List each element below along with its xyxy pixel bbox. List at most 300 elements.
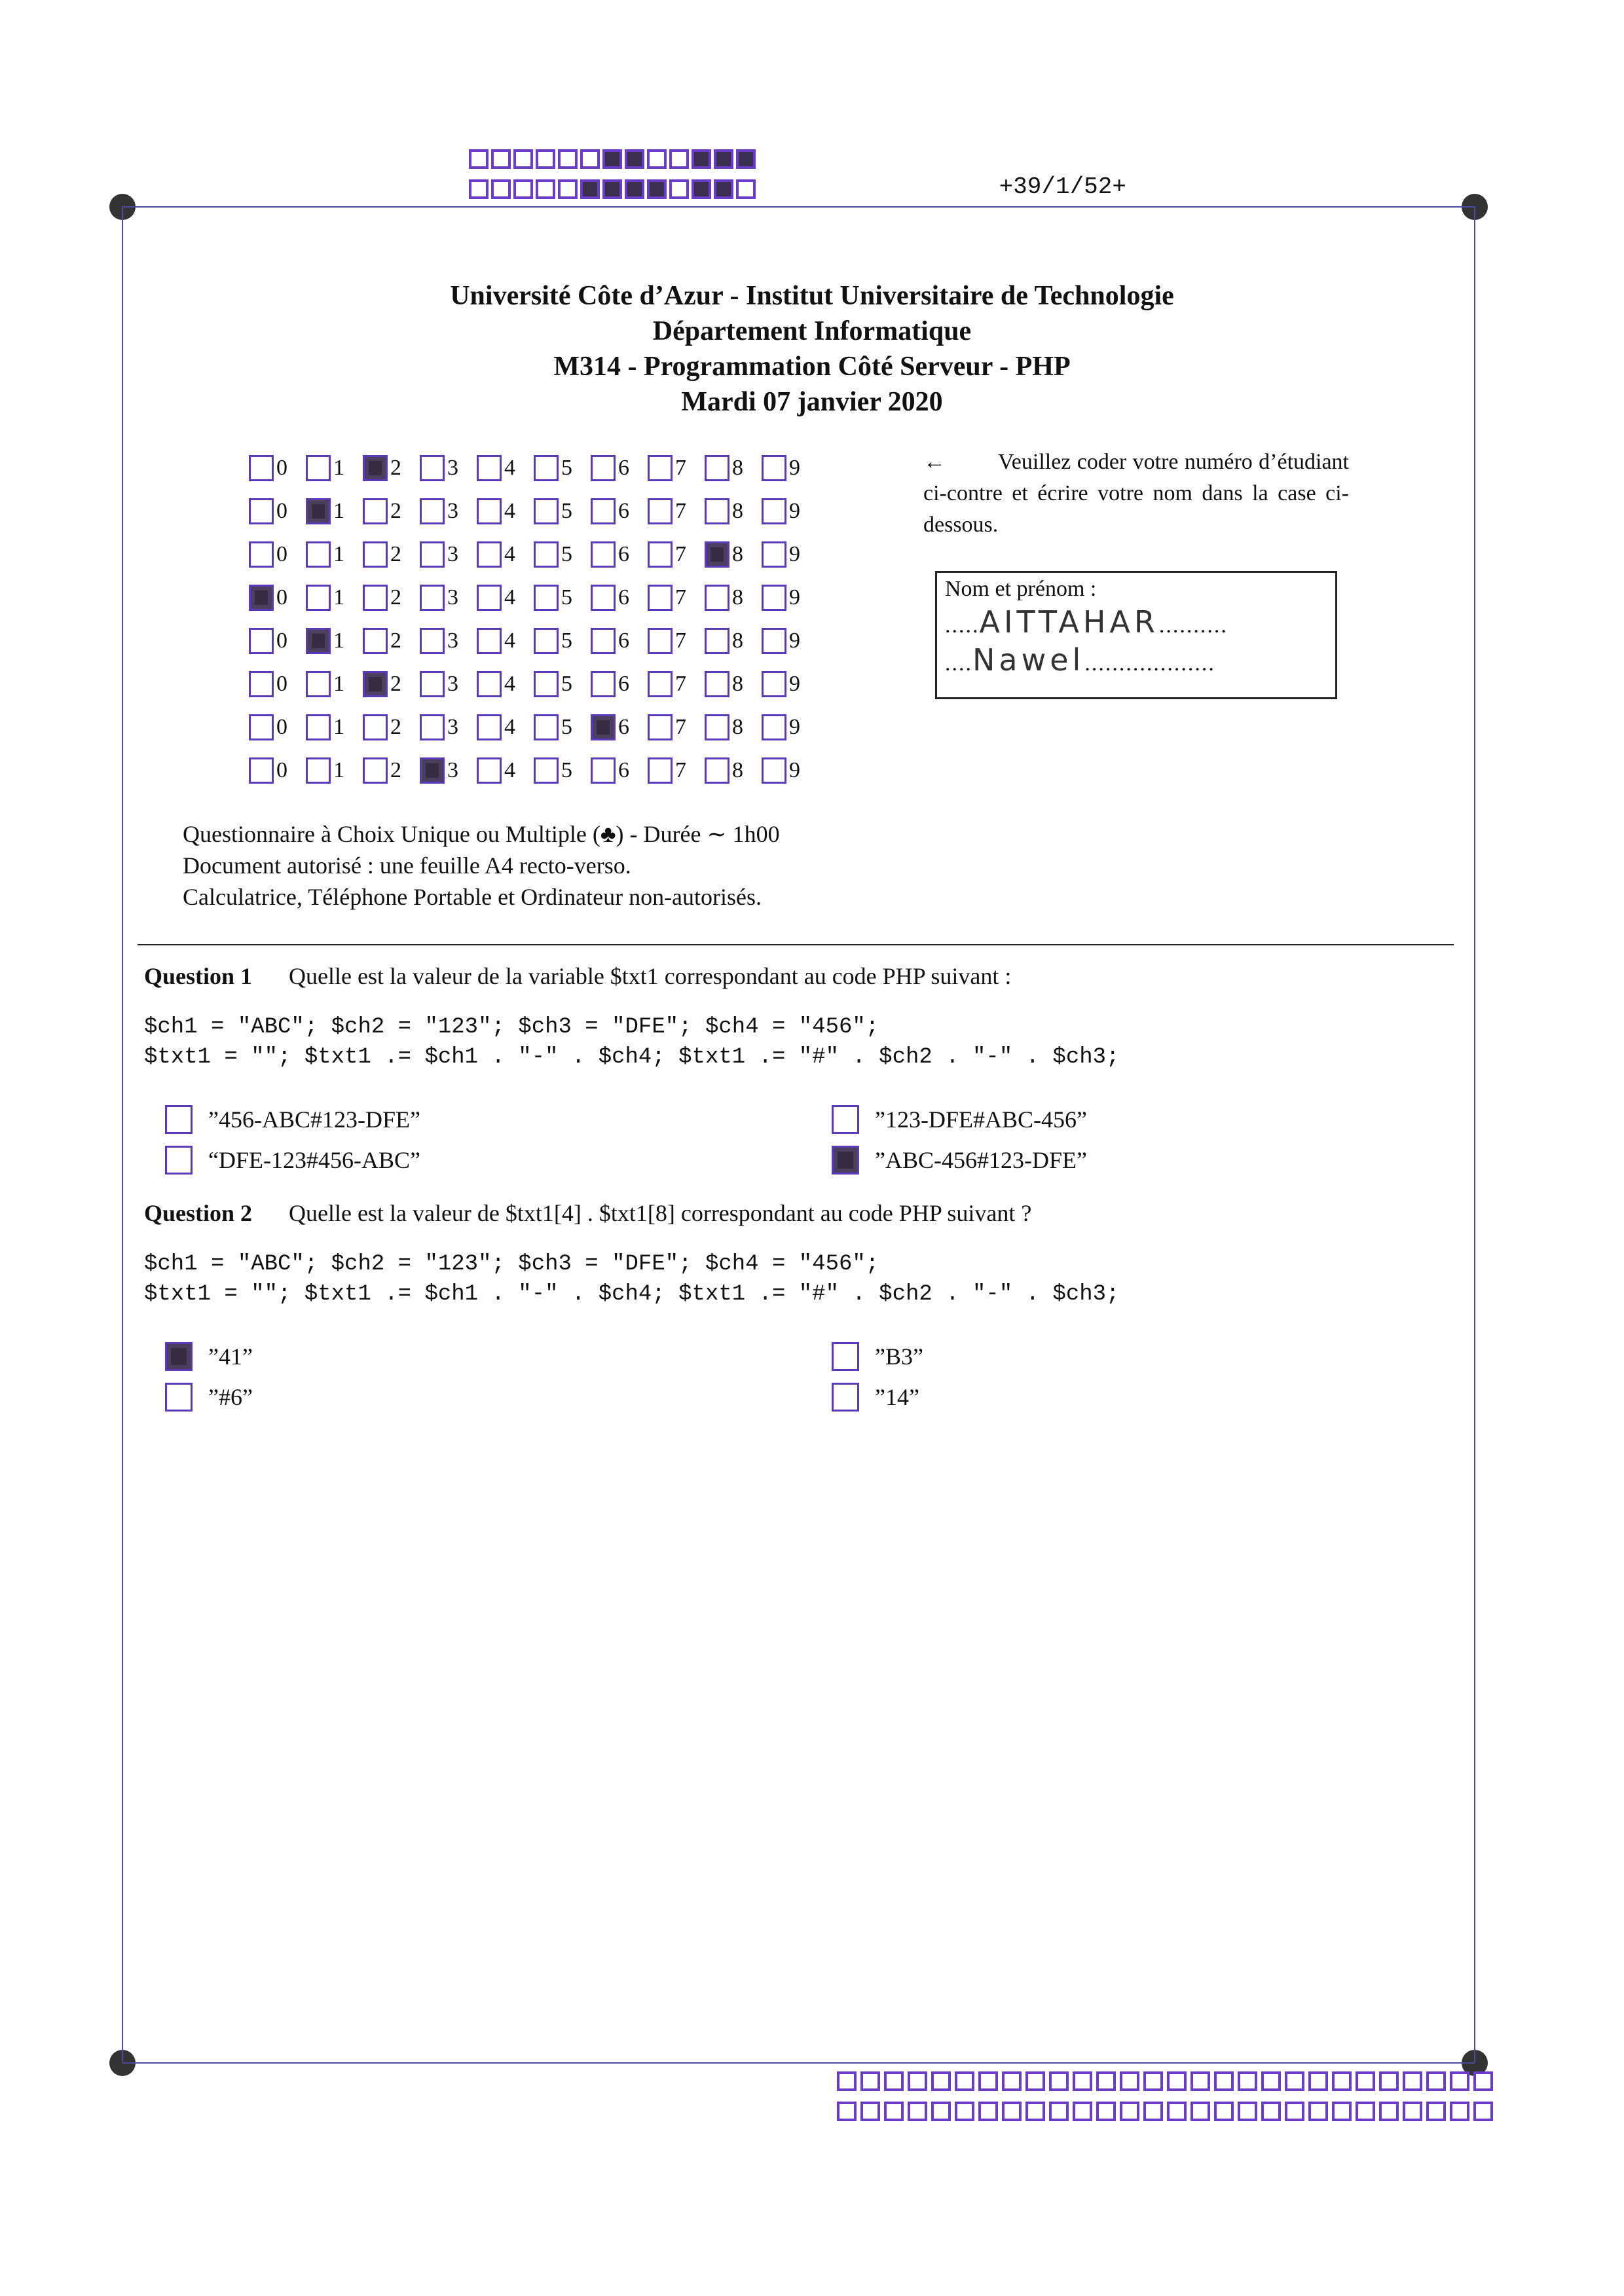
checkbox[interactable]: [420, 671, 445, 697]
checkbox[interactable]: [648, 757, 673, 784]
checkbox[interactable]: [420, 585, 445, 611]
id-grid-row: [249, 619, 819, 663]
id-digit-option[interactable]: [249, 455, 306, 481]
id-digit-option[interactable]: [477, 757, 534, 784]
checkbox[interactable]: [363, 628, 388, 654]
digit-label: 4: [504, 499, 515, 523]
separator: [138, 944, 1454, 945]
checkbox[interactable]: [477, 628, 502, 654]
digit-label: 3: [447, 672, 458, 696]
id-digit-option[interactable]: [705, 671, 762, 697]
checkbox[interactable]: [534, 628, 559, 654]
name-box-label: Nom et prénom :: [945, 577, 1097, 601]
checkbox[interactable]: [363, 498, 388, 524]
digit-label: 2: [390, 585, 401, 610]
digit-label: 8: [732, 629, 743, 653]
frame-left: [122, 206, 123, 2062]
digit-label: 9: [789, 672, 800, 696]
digit-label: 3: [447, 585, 458, 610]
id-grid-row: [249, 446, 819, 490]
checkbox[interactable]: [705, 455, 729, 481]
id-digit-option[interactable]: [420, 757, 477, 784]
checkbox[interactable]: [306, 671, 331, 697]
question-1-text: Quelle est la valeur de la variable $txt1 correspondant au code PHP suivant :: [289, 963, 1012, 989]
id-digit-option[interactable]: [477, 671, 534, 697]
digit-label: 5: [561, 499, 572, 523]
digit-label: 1: [333, 585, 344, 610]
checkbox[interactable]: [477, 498, 502, 524]
digit-label: 6: [618, 672, 629, 696]
digit-label: 6: [618, 585, 629, 610]
id-digit-option[interactable]: [420, 498, 477, 524]
id-digit-option[interactable]: [648, 671, 705, 697]
id-digit-option[interactable]: [705, 585, 762, 611]
question-1-label: Question 1: [144, 963, 253, 989]
id-digit-option[interactable]: [705, 498, 762, 524]
checkbox-checked[interactable]: [832, 1146, 859, 1175]
id-digit-option[interactable]: [534, 757, 591, 784]
digit-label: 6: [618, 499, 629, 523]
digit-label: 1: [333, 499, 344, 523]
top-code-strip-1: [469, 149, 758, 169]
digit-label: 4: [504, 629, 515, 653]
id-digit-option[interactable]: [534, 541, 591, 568]
checkbox[interactable]: [420, 498, 445, 524]
id-digit-option[interactable]: [591, 455, 648, 481]
digit-label: 6: [618, 456, 629, 480]
id-digit-option[interactable]: [306, 757, 363, 784]
id-grid-row: [249, 663, 819, 706]
question-2-option-d[interactable]: [832, 1383, 919, 1412]
id-grid-row: [249, 706, 819, 749]
id-digit-option[interactable]: [477, 541, 534, 568]
id-digit-option[interactable]: [306, 541, 363, 568]
digit-label: 5: [561, 542, 572, 566]
checkbox-checked[interactable]: [591, 714, 616, 740]
option-text: “DFE-123#456-ABC”: [208, 1147, 420, 1173]
id-digit-option[interactable]: [420, 628, 477, 654]
checkbox-checked[interactable]: [705, 541, 729, 568]
student-id-grid: [249, 446, 819, 792]
checkbox[interactable]: [534, 585, 559, 611]
digit-label: 1: [333, 672, 344, 696]
name-box[interactable]: Nom et prénom : .....AITTAHAR.......... ....Nawel...................: [935, 571, 1337, 699]
digit-label: 2: [390, 629, 401, 653]
digit-label: 8: [732, 758, 743, 782]
id-digit-option[interactable]: [648, 455, 705, 481]
option-text: ”B3”: [875, 1343, 923, 1370]
bottom-code-strip-2: [837, 2102, 1497, 2121]
digit-label: 0: [276, 542, 287, 566]
digit-label: 2: [390, 672, 401, 696]
digit-label: 6: [618, 542, 629, 566]
checkbox[interactable]: [306, 714, 331, 740]
option-text: ”#6”: [208, 1384, 253, 1410]
id-digit-option[interactable]: [420, 541, 477, 568]
id-digit-option[interactable]: [534, 714, 591, 740]
checkbox[interactable]: [762, 541, 786, 568]
id-digit-option[interactable]: [363, 628, 420, 654]
checkbox[interactable]: [165, 1383, 193, 1412]
checkbox[interactable]: [591, 757, 616, 784]
checkbox[interactable]: [249, 714, 274, 740]
id-digit-option[interactable]: [249, 498, 306, 524]
id-grid-row: [249, 749, 819, 792]
id-digit-option[interactable]: [306, 714, 363, 740]
checkbox[interactable]: [762, 585, 786, 611]
id-digit-option[interactable]: [705, 714, 762, 740]
digit-label: 6: [618, 715, 629, 739]
checkbox[interactable]: [648, 455, 673, 481]
checkbox[interactable]: [477, 585, 502, 611]
id-digit-option[interactable]: [420, 714, 477, 740]
checkbox[interactable]: [249, 541, 274, 568]
digit-label: 1: [333, 715, 344, 739]
checkbox[interactable]: [534, 757, 559, 784]
id-digit-option[interactable]: [420, 585, 477, 611]
id-digit-option[interactable]: [477, 455, 534, 481]
checkbox[interactable]: [705, 628, 729, 654]
id-digit-option[interactable]: [762, 757, 819, 784]
id-digit-option[interactable]: [477, 585, 534, 611]
digit-label: 9: [789, 629, 800, 653]
option-text: ”ABC-456#123-DFE”: [875, 1147, 1087, 1173]
checkbox[interactable]: [363, 585, 388, 611]
digit-label: 4: [504, 672, 515, 696]
id-digit-option[interactable]: [420, 671, 477, 697]
checkbox[interactable]: [363, 757, 388, 784]
bottom-code-strip-1: [837, 2071, 1497, 2091]
checkbox[interactable]: [591, 671, 616, 697]
instructions: [923, 446, 1349, 541]
question-1-option-a[interactable]: [165, 1105, 420, 1134]
digit-label: 3: [447, 499, 458, 523]
question-2-code: [144, 1249, 1119, 1309]
page-id: +39/1/52+: [999, 173, 1126, 200]
digit-label: 3: [447, 629, 458, 653]
id-digit-option[interactable]: [306, 585, 363, 611]
digit-label: 7: [675, 585, 686, 610]
question-1-code-line2: $txt1 = ""; $txt1 .= $ch1 . "-" . $ch4; $txt1 .= "#" . $ch2 . "-" . $ch3;: [144, 1045, 1120, 1070]
digit-label: 0: [276, 758, 287, 782]
id-digit-option[interactable]: [648, 757, 705, 784]
checkbox[interactable]: [591, 455, 616, 481]
checkbox[interactable]: [832, 1342, 859, 1371]
id-digit-option[interactable]: [648, 498, 705, 524]
checkbox[interactable]: [534, 498, 559, 524]
checkbox[interactable]: [477, 757, 502, 784]
checkbox[interactable]: [705, 714, 729, 740]
digit-label: 6: [618, 758, 629, 782]
checkbox[interactable]: [534, 714, 559, 740]
checkbox-checked[interactable]: [306, 498, 331, 524]
digit-label: 0: [276, 499, 287, 523]
question-1-option-c[interactable]: [165, 1146, 420, 1175]
checkbox[interactable]: [477, 714, 502, 740]
checkbox[interactable]: [648, 498, 673, 524]
question-2-option-b[interactable]: [832, 1342, 923, 1371]
id-digit-option[interactable]: [249, 628, 306, 654]
checkbox[interactable]: [705, 498, 729, 524]
checkbox[interactable]: [306, 541, 331, 568]
last-name-handwritten: AITTAHAR: [979, 604, 1159, 640]
checkbox[interactable]: [648, 541, 673, 568]
id-digit-option[interactable]: [249, 671, 306, 697]
question-2-header: [144, 1199, 1031, 1227]
id-digit-option[interactable]: [249, 585, 306, 611]
digit-label: 3: [447, 542, 458, 566]
checkbox[interactable]: [705, 757, 729, 784]
checkbox[interactable]: [249, 628, 274, 654]
id-digit-option[interactable]: [363, 757, 420, 784]
checkbox[interactable]: [832, 1383, 859, 1412]
checkbox[interactable]: [363, 714, 388, 740]
digit-label: 2: [390, 456, 401, 480]
digit-label: 7: [675, 499, 686, 523]
id-grid-row: [249, 490, 819, 533]
digit-label: 8: [732, 672, 743, 696]
checkbox[interactable]: [762, 714, 786, 740]
id-digit-option[interactable]: [648, 585, 705, 611]
id-digit-option[interactable]: [534, 455, 591, 481]
digit-label: 8: [732, 542, 743, 566]
checkbox[interactable]: [762, 757, 786, 784]
checkbox[interactable]: [832, 1105, 859, 1134]
exam-info-line2: Document autorisé : une feuille A4 recto-verso.: [183, 852, 631, 879]
top-code-strip-2: [469, 179, 758, 199]
header-course: M314 - Programmation Côté Serveur - PHP: [553, 352, 1071, 382]
checkbox[interactable]: [762, 455, 786, 481]
question-2-code-line2: $txt1 = ""; $txt1 .= $ch1 . "-" . $ch4; $txt1 .= "#" . $ch2 . "-" . $ch3;: [144, 1282, 1120, 1307]
id-digit-option[interactable]: [363, 585, 420, 611]
checkbox[interactable]: [477, 541, 502, 568]
header-date: Mardi 07 janvier 2020: [681, 387, 943, 417]
checkbox[interactable]: [705, 585, 729, 611]
checkbox[interactable]: [534, 671, 559, 697]
checkbox[interactable]: [420, 714, 445, 740]
digit-label: 4: [504, 715, 515, 739]
checkbox[interactable]: [591, 585, 616, 611]
digit-label: 8: [732, 499, 743, 523]
checkbox[interactable]: [648, 628, 673, 654]
digit-label: 7: [675, 542, 686, 566]
id-digit-option[interactable]: [705, 757, 762, 784]
digit-label: 7: [675, 456, 686, 480]
id-digit-option[interactable]: [705, 541, 762, 568]
digit-label: 8: [732, 585, 743, 610]
id-digit-option[interactable]: [591, 628, 648, 654]
digit-label: 9: [789, 715, 800, 739]
checkbox[interactable]: [420, 455, 445, 481]
digit-label: 4: [504, 542, 515, 566]
digit-label: 9: [789, 542, 800, 566]
question-1-code-line1: $ch1 = "ABC"; $ch2 = "123"; $ch3 = "DFE"; $ch4 = "456";: [144, 1015, 879, 1040]
checkbox[interactable]: [591, 498, 616, 524]
id-digit-option[interactable]: [762, 714, 819, 740]
id-grid-row: [249, 533, 819, 576]
checkbox[interactable]: [534, 455, 559, 481]
checkbox[interactable]: [762, 671, 786, 697]
id-digit-option[interactable]: [420, 455, 477, 481]
digit-label: 9: [789, 499, 800, 523]
digit-label: 2: [390, 758, 401, 782]
id-digit-option[interactable]: [477, 498, 534, 524]
digit-label: 1: [333, 758, 344, 782]
checkbox[interactable]: [306, 455, 331, 481]
id-digit-option[interactable]: [306, 628, 363, 654]
checkbox[interactable]: [420, 541, 445, 568]
checkbox[interactable]: [477, 671, 502, 697]
checkbox[interactable]: [648, 671, 673, 697]
digit-label: 4: [504, 758, 515, 782]
id-digit-option[interactable]: [534, 498, 591, 524]
id-digit-option[interactable]: [762, 671, 819, 697]
digit-label: 3: [447, 456, 458, 480]
checkbox[interactable]: [591, 541, 616, 568]
instructions-text: Veuillez coder votre numéro d’étudiant ci-contre et écrire votre nom dans la case ci-dessous.: [923, 450, 1349, 537]
checkbox-checked[interactable]: [165, 1342, 193, 1371]
id-digit-option[interactable]: [477, 628, 534, 654]
id-digit-option[interactable]: [762, 585, 819, 611]
id-digit-option[interactable]: [648, 541, 705, 568]
question-1-option-b[interactable]: [832, 1105, 1087, 1134]
id-digit-option[interactable]: [534, 585, 591, 611]
digit-label: 2: [390, 715, 401, 739]
digit-label: 3: [447, 758, 458, 782]
id-digit-option[interactable]: [306, 498, 363, 524]
digit-label: 1: [333, 629, 344, 653]
digit-label: 8: [732, 715, 743, 739]
frame-top: [122, 206, 1475, 208]
digit-label: 7: [675, 672, 686, 696]
digit-label: 7: [675, 629, 686, 653]
question-1-option-d[interactable]: [832, 1146, 1087, 1175]
id-digit-option[interactable]: [249, 757, 306, 784]
id-digit-option[interactable]: [762, 498, 819, 524]
question-2-code-line1: $ch1 = "ABC"; $ch2 = "123"; $ch3 = "DFE"; $ch4 = "456";: [144, 1252, 879, 1277]
checkbox[interactable]: [762, 498, 786, 524]
digit-label: 7: [675, 715, 686, 739]
checkbox-checked[interactable]: [306, 628, 331, 654]
id-digit-option[interactable]: [363, 498, 420, 524]
checkbox[interactable]: [762, 628, 786, 654]
id-digit-option[interactable]: [363, 714, 420, 740]
id-digit-option[interactable]: [591, 498, 648, 524]
checkbox[interactable]: [648, 585, 673, 611]
arrow-left-icon: ←: [923, 450, 946, 474]
id-digit-option[interactable]: [306, 671, 363, 697]
id-digit-option[interactable]: [591, 585, 648, 611]
id-digit-option[interactable]: [591, 714, 648, 740]
checkbox-checked[interactable]: [363, 455, 388, 481]
checkbox[interactable]: [249, 757, 274, 784]
digit-label: 5: [561, 672, 572, 696]
id-digit-option[interactable]: [534, 628, 591, 654]
id-digit-option[interactable]: [591, 671, 648, 697]
digit-label: 2: [390, 499, 401, 523]
id-digit-option[interactable]: [762, 541, 819, 568]
exam-info-line1: Questionnaire à Choix Unique ou Multiple (♣) - Durée ∼ 1h00: [183, 821, 780, 847]
digit-label: 9: [789, 585, 800, 610]
option-text: ”456-ABC#123-DFE”: [208, 1106, 420, 1133]
checkbox[interactable]: [420, 628, 445, 654]
question-2-option-c[interactable]: [165, 1383, 253, 1412]
id-digit-option[interactable]: [477, 714, 534, 740]
id-digit-option[interactable]: [762, 628, 819, 654]
id-digit-option[interactable]: [705, 628, 762, 654]
checkbox[interactable]: [705, 671, 729, 697]
checkbox-checked[interactable]: [363, 671, 388, 697]
id-digit-option[interactable]: [249, 541, 306, 568]
digit-label: 0: [276, 629, 287, 653]
question-2-text: Quelle est la valeur de $txt1[4] . $txt1[8] correspondant au code PHP suivant ?: [289, 1200, 1032, 1226]
checkbox-checked[interactable]: [420, 757, 445, 784]
digit-label: 8: [732, 456, 743, 480]
digit-label: 9: [789, 456, 800, 480]
digit-label: 5: [561, 715, 572, 739]
question-2-label: Question 2: [144, 1200, 253, 1226]
id-digit-option[interactable]: [363, 455, 420, 481]
id-digit-option[interactable]: [591, 541, 648, 568]
checkbox[interactable]: [249, 455, 274, 481]
checkbox[interactable]: [591, 628, 616, 654]
digit-label: 1: [333, 542, 344, 566]
checkbox[interactable]: [249, 671, 274, 697]
checkbox[interactable]: [534, 541, 559, 568]
frame-bottom: [122, 2062, 1475, 2064]
exam-info: [183, 818, 780, 913]
digit-label: 7: [675, 758, 686, 782]
exam-info-line3: Calculatrice, Téléphone Portable et Ordinateur non-autorisés.: [183, 884, 762, 910]
checkbox[interactable]: [477, 455, 502, 481]
id-digit-option[interactable]: [249, 714, 306, 740]
id-digit-option[interactable]: [363, 671, 420, 697]
first-name-handwritten: Nawel: [972, 642, 1085, 678]
digit-label: 5: [561, 629, 572, 653]
digit-label: 5: [561, 456, 572, 480]
option-text: ”14”: [875, 1384, 919, 1410]
id-digit-option[interactable]: [591, 757, 648, 784]
digit-label: 0: [276, 672, 287, 696]
digit-label: 9: [789, 758, 800, 782]
question-1-code: [144, 1012, 1119, 1072]
id-digit-option[interactable]: [648, 714, 705, 740]
digit-label: 0: [276, 585, 287, 610]
checkbox[interactable]: [306, 757, 331, 784]
checkbox-checked[interactable]: [249, 585, 274, 611]
id-digit-option[interactable]: [306, 455, 363, 481]
checkbox[interactable]: [165, 1146, 193, 1175]
digit-label: 0: [276, 715, 287, 739]
question-1-header: [144, 962, 1011, 990]
checkbox[interactable]: [648, 714, 673, 740]
checkbox[interactable]: [165, 1105, 193, 1134]
checkbox[interactable]: [363, 541, 388, 568]
id-digit-option[interactable]: [648, 628, 705, 654]
header-university: Université Côte d’Azur - Institut Universitaire de Technologie: [450, 281, 1174, 311]
frame-right: [1474, 206, 1475, 2062]
digit-label: 6: [618, 629, 629, 653]
checkbox[interactable]: [249, 498, 274, 524]
question-2-option-a[interactable]: [165, 1342, 253, 1371]
checkbox[interactable]: [306, 585, 331, 611]
digit-label: 4: [504, 585, 515, 610]
id-digit-option[interactable]: [363, 541, 420, 568]
id-digit-option[interactable]: [705, 455, 762, 481]
digit-label: 2: [390, 542, 401, 566]
id-digit-option[interactable]: [534, 671, 591, 697]
id-digit-option[interactable]: [762, 455, 819, 481]
